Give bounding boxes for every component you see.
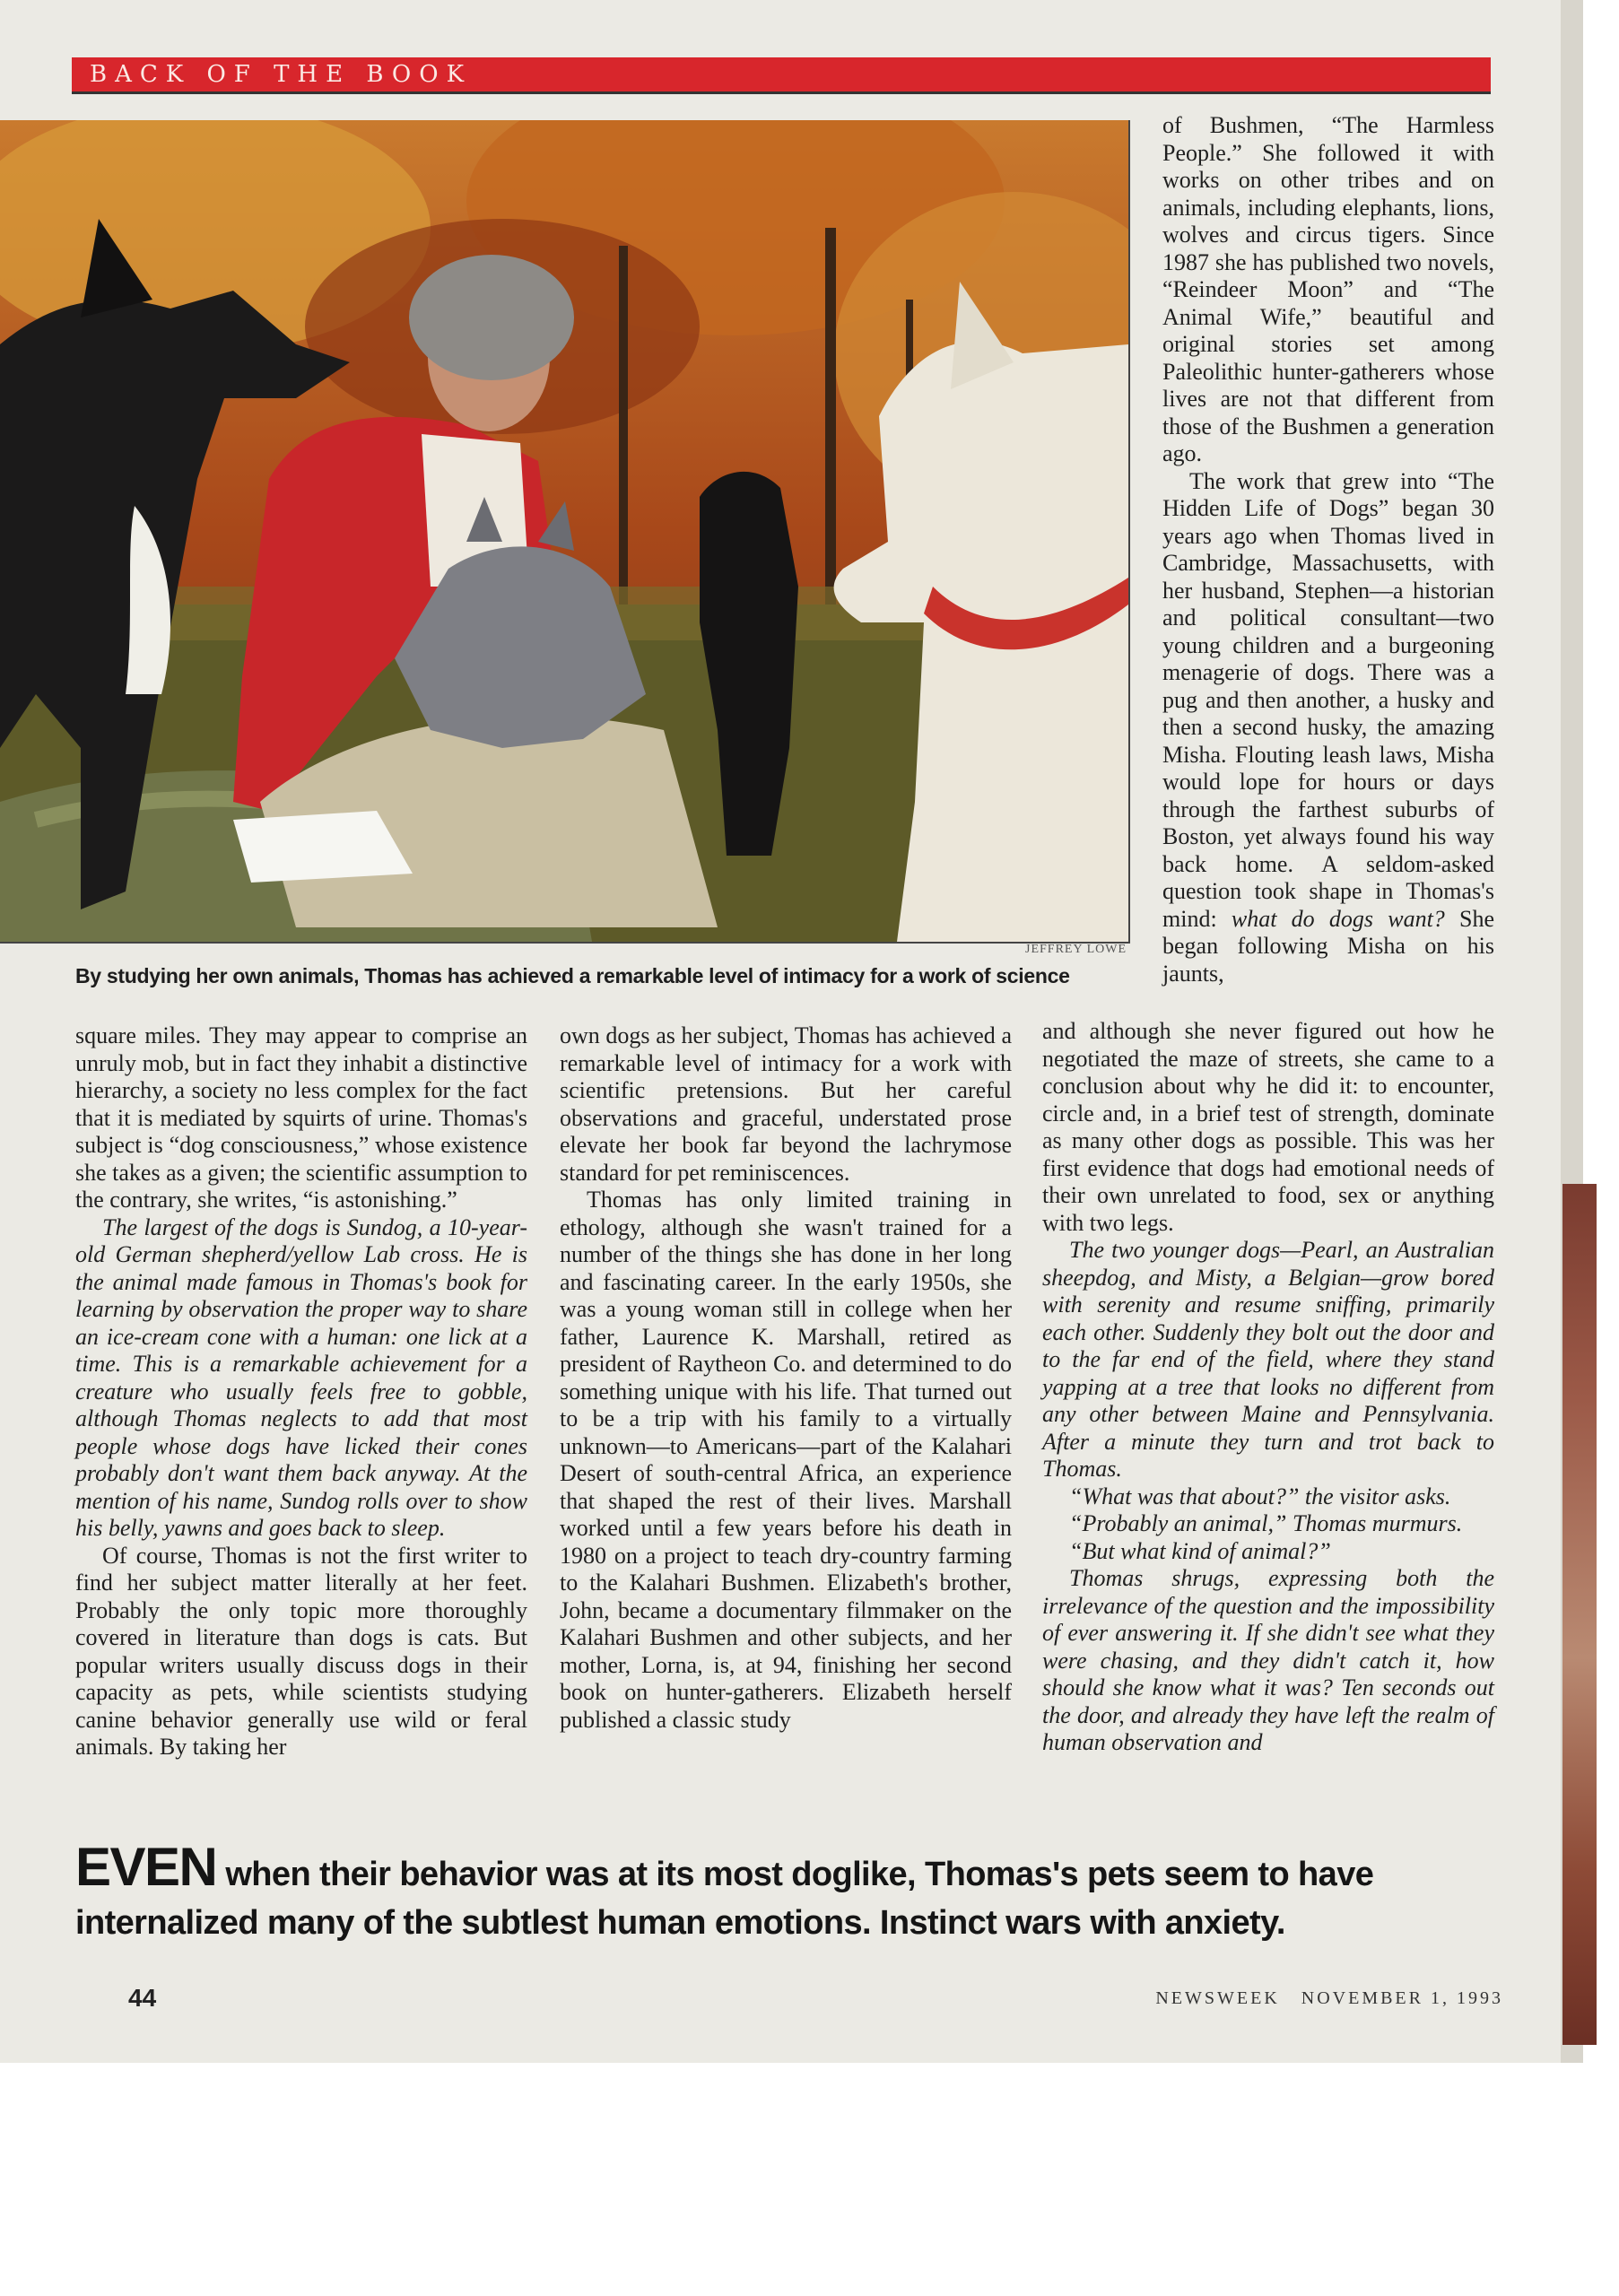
paragraph-italic: Thomas shrugs, expressing both the irrelevance of the question and the impossibility of ever answering it. If she didn't see what they were chasing, and they didn't catch it, how should she know what it was? Ten seconds out the door, and already they have left the realm of human observation and — [1042, 1565, 1494, 1755]
paragraph — [1162, 468, 1494, 988]
woman-hair — [409, 255, 574, 380]
adjacent-page-photo-strip — [1562, 1184, 1597, 2045]
page-number: 44 — [128, 1984, 157, 2012]
paragraph-italic: “What was that about?” the visitor asks. — [1069, 1483, 1451, 1509]
section-header-bar — [72, 57, 1491, 94]
pull-quote-lead: EVEN — [75, 1837, 217, 1897]
paragraph-italic: “Probably an animal,” Thomas murmurs. — [1069, 1510, 1463, 1536]
article-column-1 — [75, 1022, 527, 1761]
paragraph: Of course, Thomas is not the first writer to find her subject matter literally at her feet. Probably the only topic more thoroughly covered in literature than dogs is cats. But popular writers usually discuss dogs in their capacity as pets, while scientists studying canine behavior generally use wild or feral animals. By taking her — [75, 1542, 527, 1760]
paragraph-italic: “But what kind of animal?” — [1069, 1537, 1331, 1564]
article-column-2 — [560, 1022, 1012, 1734]
paragraph: of Bushmen, “The Harmless People.” She followed it with works on other tribes and on animals, including elephants, lions, wolves and circus tigers. Since 1987 she has published two novels, “Reindeer Moon” and “The Animal Wife,” beautiful and original stories set among Paleolithic hunter-gatherers whose lives are not that different from those of the Bushmen a generation ago. — [1162, 112, 1494, 466]
photo-caption: By studying her own animals, Thomas has achieved a remarkable level of intimacy for a work of science — [75, 964, 1070, 987]
paragraph: square miles. They may appear to comprise an unruly mob, but in fact they inhabit a distinctive hierarchy, a society no less complex for the fact that it is mediated by squirts of urine. Thomas's subject is “dog consciousness,” whose existence she takes as a given; the scientific assumption to the contrary, she writes, “is astonishing.” — [75, 1022, 527, 1213]
paragraph: Thomas has only limited training in ethology, although she wasn't trained for a number of the things she has done in her long and fascinating career. In the early 1950s, she was a young woman still in college when her father, Laurence K. Marshall, retired as president of Raytheon Co. and determined to do something unique with his life. That turned out to be a trip with his family to a virtually unknown—to Americans—part of the Kalahari Desert of south-central Africa, an experience that shaped the rest of their lives. Marshall worked until a few years before his death in 1980 on a project to teach dry-country farming to the Kalahari Bushmen. Elizabeth's brother, John, became a documentary filmmaker on the Kalahari Bushmen and other subjects, and her mother, Lorna, is, at 94, finishing her second book on hunter-gatherers. Elizabeth herself published a classic study — [560, 1187, 1012, 1733]
photo-credit: JEFFREY LOWE — [1025, 943, 1127, 956]
publication-date: NOVEMBER 1, 1993 — [1301, 1988, 1503, 2008]
paragraph: and although she never figured out how he negotiated the maze of streets, she came to a conclusion about why he did it: to encounter, circle and, in a brief test of strength, dominate as many other dogs as possible. This was her first evidence that dogs had emotional needs of their own unrelated to food, sex or anything with two legs. — [1042, 1018, 1494, 1236]
paragraph-text: She began following Misha on his jaunts, — [1162, 905, 1495, 987]
feature-photo — [0, 120, 1130, 944]
pull-quote — [75, 1837, 1528, 1947]
publication-footer — [1112, 1988, 1503, 2009]
article-column-3-bottom — [1042, 1018, 1494, 1757]
pull-quote-text: when their behavior was at its most doglike, Thomas's pets seem to have internalized many of the subtlest human emotions. Instinct wars with anxiety. — [75, 1856, 1374, 1942]
paragraph-text: The work that grew into “The Hidden Life of Dogs” began 30 years ago when Thomas lived in Cambridge, Massachusetts, with her husband, Stephen—a historian and political consultant—two young children and a burgeoning menagerie of dogs. There was a pug and then another, a husky and then a second husky, the amazing Misha. Flouting leash laws, Misha would lope for hours or days through the farthest suburbs of Boston, yet always found his way back home. A seldom-asked question took shape in Thomas's mind: — [1162, 467, 1494, 932]
tree-trunk — [619, 246, 628, 622]
publication-name: NEWSWEEK — [1155, 1988, 1280, 2008]
photo-illustration — [0, 120, 1128, 942]
tree-trunk — [825, 228, 836, 622]
paragraph-italic: The two younger dogs—Pearl, an Australian sheepdog, and Misty, a Belgian—grow bored with serenity and resume sniffing, primarily each other. Suddenly they bolt out the door and to the far end of the field, where they stand yapping at a tree that looks no different from any other between Maine and Pennsylvania. After a minute they turn and trot back to Thomas. — [1042, 1237, 1494, 1482]
paragraph-italic: The largest of the dogs is Sundog, a 10-year-old German shepherd/yellow Lab cross. He is the animal made famous in Thomas's book for learning by observation the proper way to share an ice-cream cone with a human: one lick at a time. This is a remarkable achievement for a creature who usually feels free to gobble, although Thomas neglects to add that most people whose dogs have licked their cones probably don't want them back anyway. At the mention of his name, Sundog rolls over to show his belly, yawns and goes back to sleep. — [75, 1213, 527, 1541]
article-column-3-top — [1162, 112, 1494, 987]
italic-question: what do dogs want? — [1231, 905, 1445, 932]
paragraph: own dogs as her subject, Thomas has achieved a remarkable level of intimacy for a work with scientific pretensions. But her careful observations and graceful, understated prose elevate her book far beyond the lachrymose standard for pet reminiscences. — [560, 1022, 1012, 1186]
section-label: BACK OF THE BOOK — [90, 61, 472, 88]
